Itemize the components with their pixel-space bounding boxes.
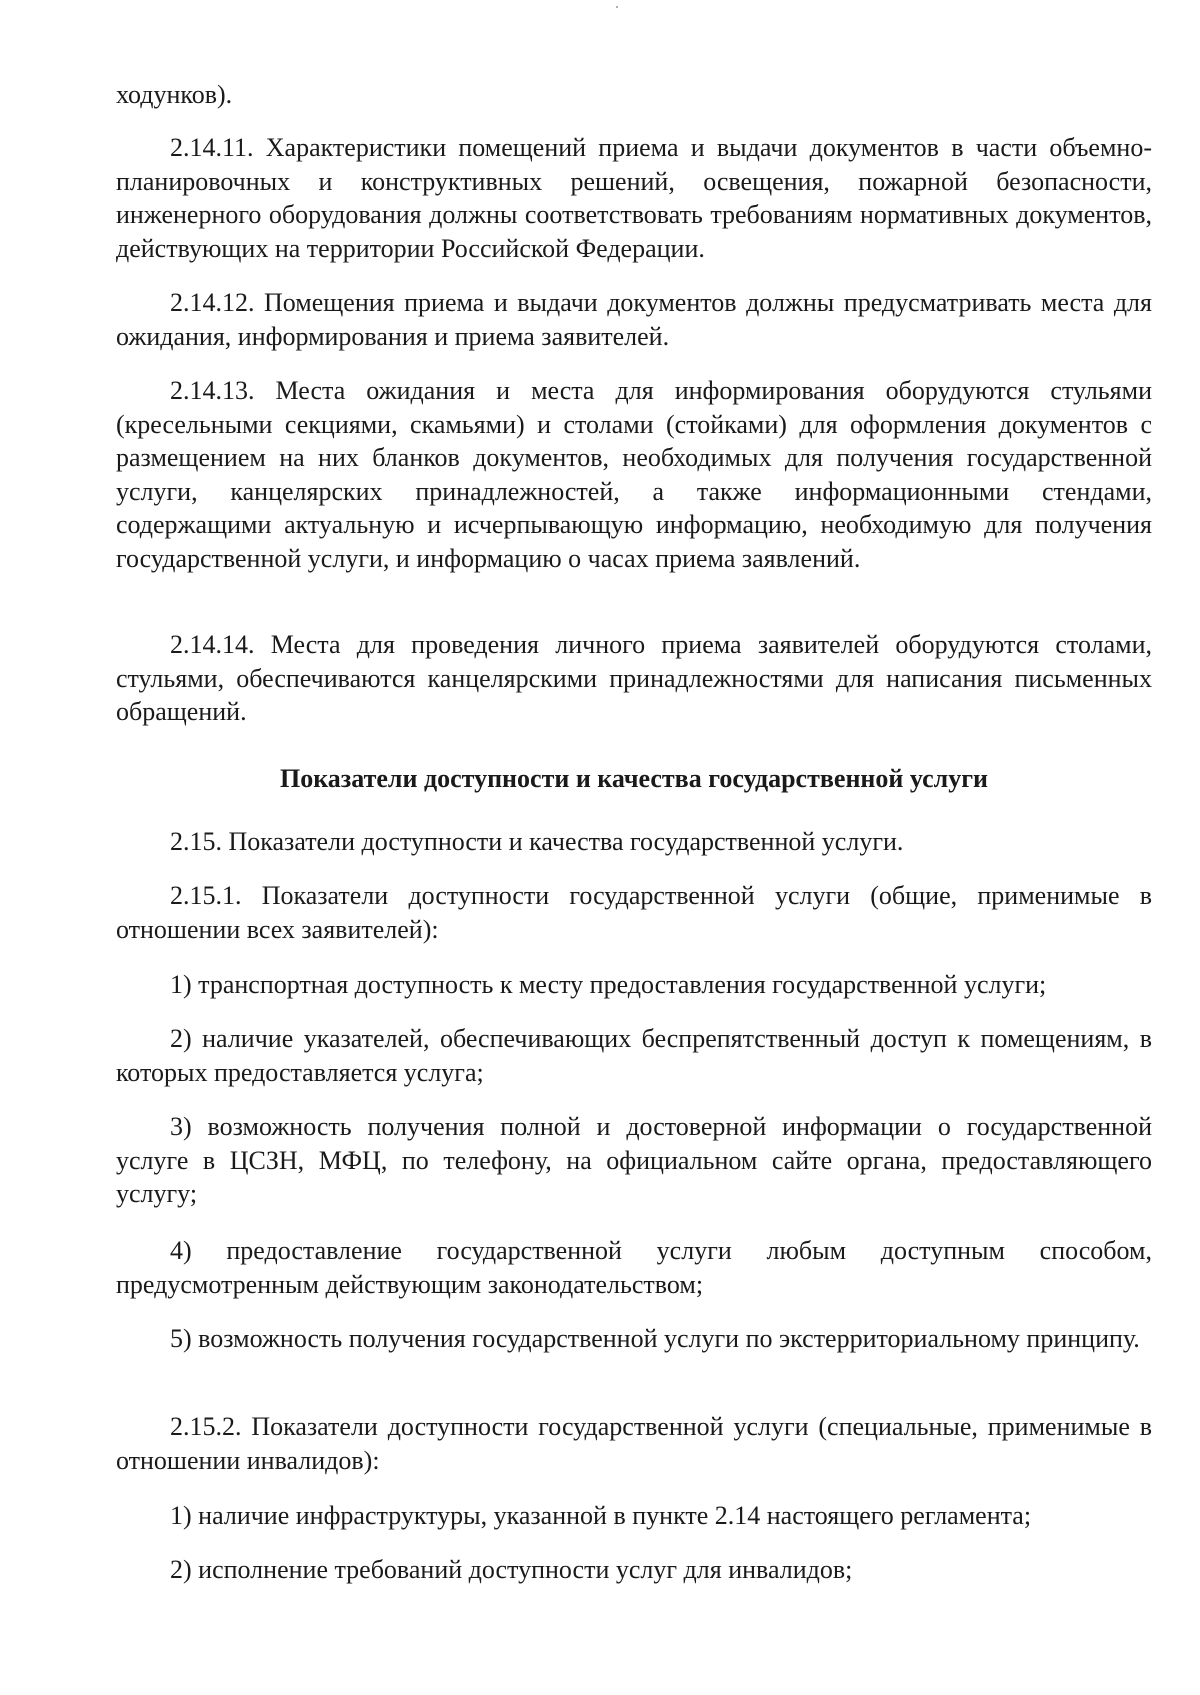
heading-text: Показатели доступности и качества государственной услуги [279,764,989,793]
para-2-15-2 [116,1410,1152,1477]
paragraph: 2.15. Показатели доступности и качества государственной услуги. [170,827,904,856]
para-2-14-14 [116,628,1152,729]
section-heading [116,762,1152,796]
text-line: ходунков). [116,80,233,109]
para-2-14-12 [116,286,1152,353]
paragraph: 2.15.1. Показатели доступности государственной услуги (общие, применимые в отношении всех заявителей): [116,881,1152,944]
para-continuation [116,78,1152,112]
paragraph: 2.14.14. Места для проведения личного приема заявителей оборудуются столами, стульями, обеспечиваются канцелярскими принадлежностями для написания письменных обращений. [116,630,1152,726]
paragraph: 2.14.11. Характеристики помещений приема и выдачи документов в части объемно-планировочных и конструктивных решений, освещения, пожарной безопасности, инженерного оборудования должны соответствовать требованиям нормативных документов, действующих на территории Российской Федерации. [116,133,1152,263]
paragraph: 4) предоставление государственной услуги любым доступным способом, предусмотренным действующим законодательством; [116,1236,1152,1299]
paragraph: 1) транспортная доступность к месту предоставления государственной услуги; [170,970,1047,999]
list-item-b2 [116,1553,1152,1587]
list-item-2 [116,1022,1152,1089]
paragraph: 5) возможность получения государственной услуги по экстерриториальному принципу. [170,1324,1140,1353]
para-2-14-13 [116,374,1152,575]
paragraph: 1) наличие инфраструктуры, указанной в пункте 2.14 настоящего регламента; [170,1501,1032,1530]
list-item-1 [116,968,1152,1002]
para-2-15-1 [116,879,1152,946]
paragraph: 2) исполнение требований доступности услуг для инвалидов; [170,1555,853,1584]
paragraph: 2.14.13. Места ожидания и места для информирования оборудуются стульями (кресельными секциями, скамьями) и столами (стойками) для оформления документов с размещением на них бланков документов, необходимых для получения государственной услуги, канцелярских принадлежностей, а также информационными стендами, содержащими актуальную и исчерпывающую информацию, необходимую для получения государственной услуги, и информацию о часах приема заявлений. [116,376,1152,573]
scan-speck [616,6,618,8]
list-item-5 [116,1322,1152,1356]
paragraph: 2.14.12. Помещения приема и выдачи документов должны предусматривать места для ожидания, информирования и приема заявителей. [116,288,1152,351]
list-item-b1 [116,1499,1152,1533]
paragraph: 2) наличие указателей, обеспечивающих беспрепятственный доступ к помещениям, в которых предоставляется услуга; [116,1024,1152,1087]
para-2-15 [116,825,1152,859]
list-item-4 [116,1234,1152,1301]
paragraph: 3) возможность получения полной и достоверной информации о государственной услуге в ЦСЗН, МФЦ, по телефону, на официальном сайте органа, предоставляющего услугу; [116,1112,1152,1208]
paragraph: 2.15.2. Показатели доступности государственной услуги (специальные, применимые в отношении инвалидов): [116,1412,1152,1475]
list-item-3 [116,1110,1152,1211]
para-2-14-11 [116,131,1152,265]
